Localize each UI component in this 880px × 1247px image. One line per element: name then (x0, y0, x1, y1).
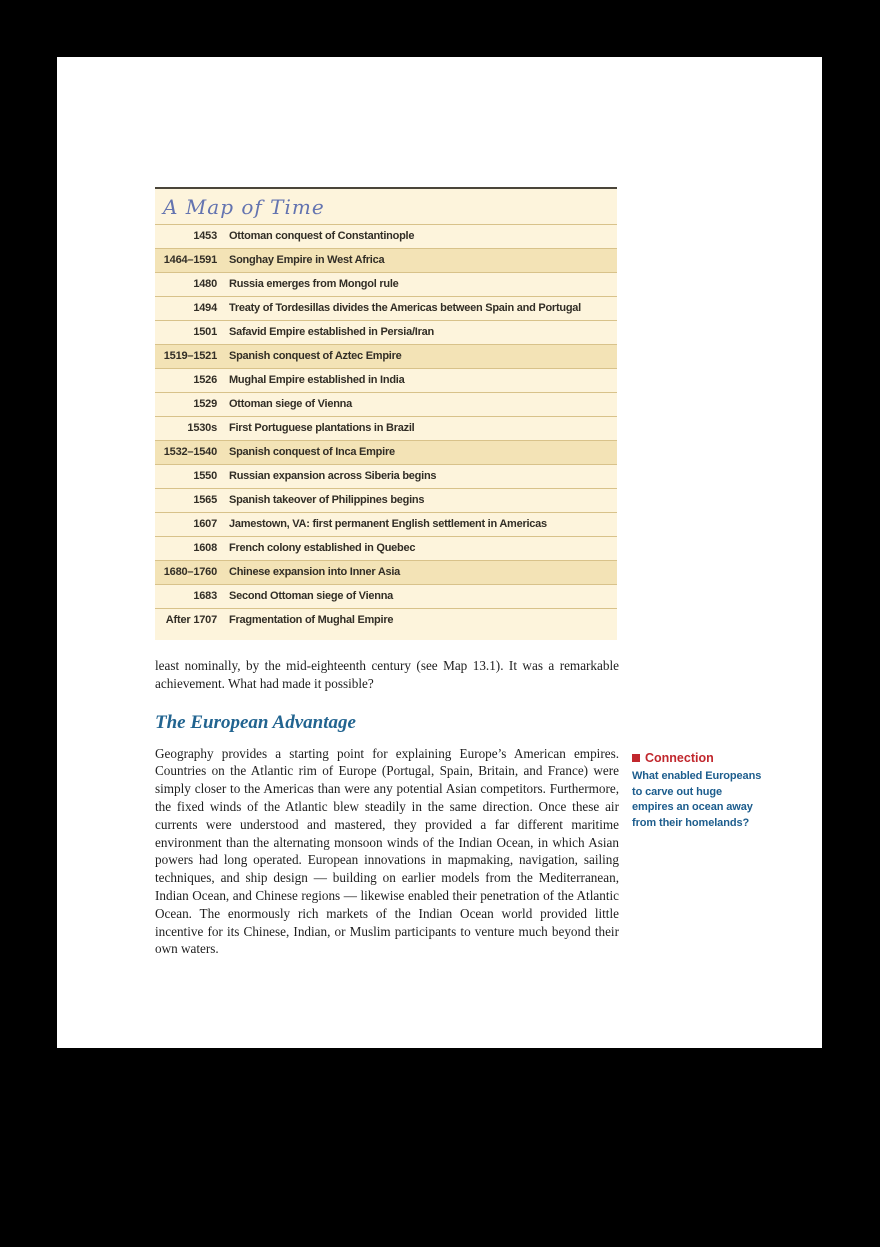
timeline-row (155, 440, 617, 464)
main-text-column (155, 657, 619, 958)
timeline-date: 1683 (193, 590, 217, 602)
connection-square-icon (632, 754, 640, 762)
timeline-row (155, 560, 617, 584)
timeline-row (155, 248, 617, 272)
timeline-event: Ottoman siege of Vienna (229, 398, 353, 410)
timeline-box (155, 187, 617, 640)
timeline-date: 1529 (193, 398, 217, 410)
connection-heading (632, 751, 764, 765)
timeline-date: 1608 (193, 542, 217, 554)
timeline-row (155, 416, 617, 440)
timeline-event: Safavid Empire established in Persia/Iran (229, 326, 434, 338)
timeline-rows (155, 224, 617, 632)
connection-sidebar (632, 751, 764, 831)
timeline-title: A Map of Time (163, 195, 325, 219)
timeline-date: 1607 (193, 518, 217, 530)
timeline-date: 1464–1591 (163, 254, 217, 266)
timeline-row (155, 608, 617, 632)
timeline-row (155, 464, 617, 488)
timeline-event: Mughal Empire established in India (229, 374, 405, 386)
timeline-row (155, 536, 617, 560)
intro-paragraph: least nominally, by the mid-eighteenth century (see Map 13.1). It was a remarkable achievement. What had made it possible? (155, 658, 619, 691)
timeline-row (155, 344, 617, 368)
timeline-event: Songhay Empire in West Africa (229, 254, 385, 266)
timeline-date: 1526 (193, 374, 217, 386)
timeline-date: 1494 (193, 302, 217, 314)
timeline-event: Russian expansion across Siberia begins (229, 470, 437, 482)
timeline-event: Spanish takeover of Philippines begins (229, 494, 425, 506)
timeline-row (155, 584, 617, 608)
timeline-event: Ottoman conquest of Constantinople (229, 230, 415, 242)
timeline-row (155, 512, 617, 536)
timeline-event: Spanish conquest of Inca Empire (229, 446, 395, 458)
timeline-date: After 1707 (165, 614, 217, 626)
timeline-date: 1480 (193, 278, 217, 290)
timeline-event: Second Ottoman siege of Vienna (229, 590, 394, 602)
timeline-event: Chinese expansion into Inner Asia (229, 566, 401, 578)
timeline-date: 1530s (187, 422, 217, 434)
connection-label: Connection (645, 751, 714, 765)
timeline-row (155, 392, 617, 416)
timeline-date: 1453 (193, 230, 217, 242)
timeline-row (155, 368, 617, 392)
section-heading: The European Advantage (155, 711, 356, 733)
timeline-date: 1680–1760 (163, 566, 217, 578)
body-paragraph: Geography provides a starting point for explaining Europe’s American empires. Countries on the Atlantic rim of Europe (Portugal, Spain, Britain, and France) were simply closer to the Americas than were any potential Asian competitors. Furthermore, the fixed winds of the Atlantic blew steadily in the same direction. Once these air currents were understood and mastered, they provided a far different maritime environment than the alternating monsoon winds of the Indian Ocean, in which Asian powers had long operated. European innovations in mapmaking, navigation, sailing techniques, and ship design — building on earlier models from the Mediterranean, Indian Ocean, and Chinese regions — likewise enabled their penetration of the Atlantic Ocean. The enormously rich markets of the Indian Ocean world provided little incentive for its Chinese, Indian, or Muslim participants to venture much beyond their own waters. (155, 745, 619, 957)
book-page (57, 57, 822, 1048)
timeline-event: Spanish conquest of Aztec Empire (229, 350, 402, 362)
timeline-row (155, 320, 617, 344)
timeline-row (155, 224, 617, 248)
timeline-date: 1550 (193, 470, 217, 482)
timeline-date: 1532–1540 (163, 446, 217, 458)
timeline-event: French colony established in Quebec (229, 542, 416, 554)
timeline-row (155, 296, 617, 320)
timeline-date: 1501 (193, 326, 217, 338)
timeline-event: Fragmentation of Mughal Empire (229, 614, 394, 626)
timeline-row (155, 272, 617, 296)
timeline-date: 1565 (193, 494, 217, 506)
timeline-event: First Portuguese plantations in Brazil (229, 422, 415, 434)
timeline-date: 1519–1521 (163, 350, 217, 362)
connection-question: What enabled Europeans to carve out huge empires an ocean away from their homelands? (632, 770, 762, 829)
timeline-event: Jamestown, VA: first permanent English settlement in Americas (229, 518, 547, 530)
timeline-header (155, 189, 617, 224)
timeline-row (155, 488, 617, 512)
timeline-event: Treaty of Tordesillas divides the Americas between Spain and Portugal (229, 302, 581, 314)
timeline-event: Russia emerges from Mongol rule (229, 278, 399, 290)
